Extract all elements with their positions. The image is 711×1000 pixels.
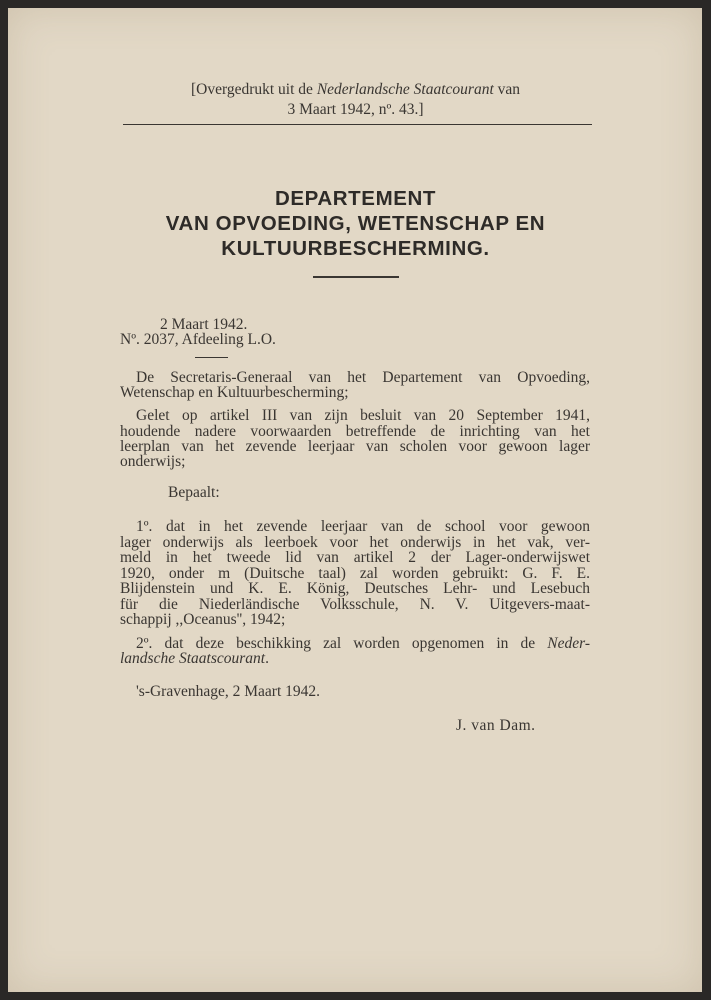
document-page <box>8 8 702 992</box>
header-rule <box>123 124 592 125</box>
decree-reference: Nº. 2037, Afdeeling L.O. <box>120 331 276 348</box>
title-line-2: VAN OPVOEDING, WETENSCHAP EN <box>165 212 546 235</box>
article-2-source: landsche Staatscourant <box>120 650 266 667</box>
title-rule <box>313 276 399 278</box>
preamble-line: Wetenschap en Kultuurbescherming; <box>120 384 349 401</box>
article-2-source: Neder- <box>547 635 590 652</box>
preamble-line: onderwijs; <box>120 453 186 470</box>
article-1-line: 1º. dat in het zevende leerjaar van de school voor gewoon <box>136 518 590 535</box>
article-1-line: lager onderwijs als leerboek voor het onderwijs in het vak, ver- <box>120 534 590 551</box>
title-line-1: DEPARTEMENT <box>274 187 437 210</box>
article-2-text: . <box>265 650 269 667</box>
short-rule <box>195 357 228 358</box>
article-1-line: 1920, onder m (Duitsche taal) zal worden gebruikt: G. F. E. <box>120 565 590 582</box>
preamble-line: De Secretaris-Generaal van het Departement van Opvoeding, <box>136 369 590 386</box>
reprint-note-text: [Overgedrukt uit de <box>190 81 317 98</box>
reprint-note-line-2: 3 Maart 1942, nº. 43.] <box>287 101 424 118</box>
preamble-line: houdende nadere voorwaarden betreffende de inrichting van het <box>120 423 590 440</box>
decides-heading: Bepaalt: <box>168 484 220 501</box>
reprint-note-source: Nederlandsche Staatcourant <box>316 81 494 98</box>
decree-date: 2 Maart 1942. <box>160 316 248 333</box>
reprint-note-text: van <box>493 81 521 98</box>
article-1-line: schappij ,,Oceanus'', 1942; <box>120 611 286 628</box>
article-1-line: für die Niederländische Volksschule, N. V. Uitgevers-maat- <box>120 596 590 613</box>
article-2-line-2 <box>120 651 269 667</box>
place-date: 's-Gravenhage, 2 Maart 1942. <box>136 683 320 700</box>
article-1-line: meld in het tweede lid van artikel 2 der Lager-onderwijswet <box>120 549 590 566</box>
title-line-3: KULTUURBESCHERMING. <box>221 237 490 260</box>
article-1-line: Blijdenstein und K. E. König, Deutsches Lehr- und Lesebuch <box>120 580 590 597</box>
signature: J. van Dam. <box>456 717 536 734</box>
article-2-text: 2º. dat deze beschikking zal worden opgenomen in de <box>136 635 548 652</box>
preamble-line: Gelet op artikel III van zijn besluit van 20 September 1941, <box>136 407 590 424</box>
preamble-line: leerplan van het zevende leerjaar van scholen voor gewoon lager <box>120 438 590 455</box>
reprint-note-line-1 <box>0 82 711 98</box>
